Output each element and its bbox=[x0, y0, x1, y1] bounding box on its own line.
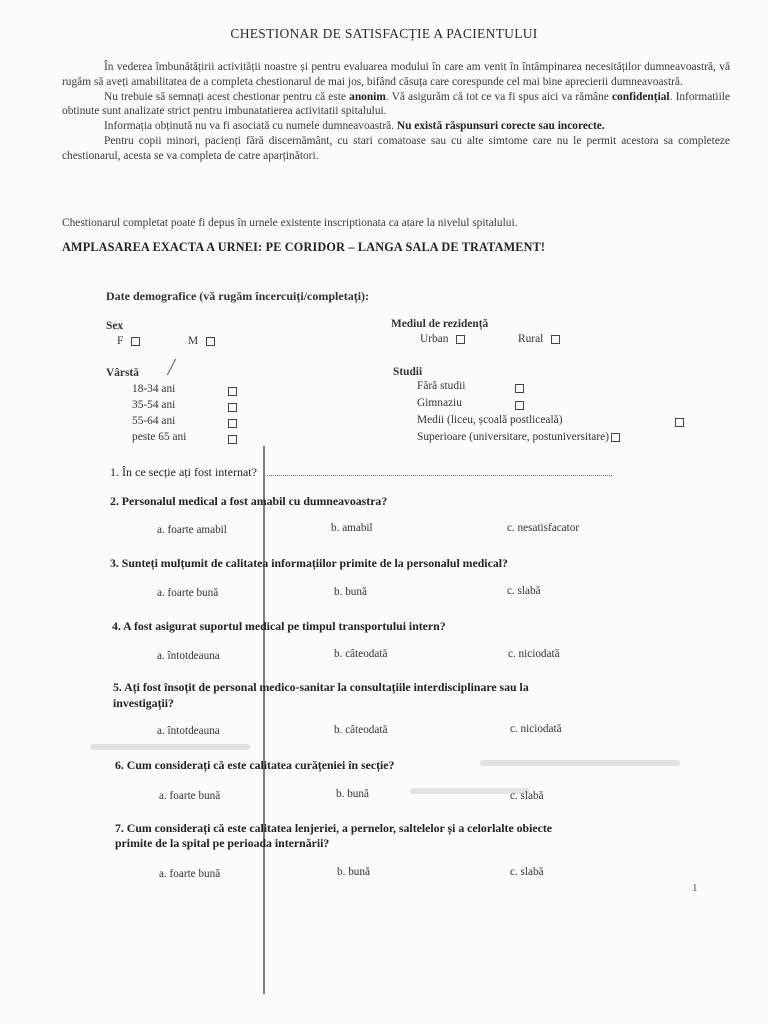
studies-option-label: Superioare (universitare, postuniversitare) bbox=[417, 431, 609, 443]
sex-f-checkbox[interactable] bbox=[131, 337, 140, 346]
age-option[interactable] bbox=[132, 399, 237, 411]
question-4: 4. A fost asigurat suportul medical pe timpul transportului intern? bbox=[112, 619, 446, 633]
age-option-label: 35-54 ani bbox=[132, 399, 176, 411]
question-1 bbox=[110, 463, 612, 481]
answer-option-a[interactable]: a. foarte bună bbox=[159, 868, 221, 880]
answer-option-a[interactable]: a. foarte bună bbox=[157, 587, 219, 599]
answer-option-b[interactable]: b. câteodată bbox=[334, 724, 388, 736]
sex-f-label: F bbox=[117, 335, 124, 347]
anonim-bold: anonim bbox=[349, 90, 386, 103]
page-number: 1 bbox=[692, 882, 698, 894]
age-checkbox[interactable] bbox=[228, 403, 237, 412]
question-3: 3. Sunteți mulțumit de calitatea informațiilor primite de la personalul medical? bbox=[110, 556, 508, 570]
studies-option[interactable] bbox=[417, 414, 563, 426]
sex-label: Sex bbox=[106, 320, 124, 332]
answer-option-c[interactable]: c. nesatisfacator bbox=[507, 522, 580, 534]
answer-option-c[interactable]: c. slabă bbox=[510, 866, 544, 878]
studies-option-label: Medii (liceu, școală postliceală) bbox=[417, 414, 563, 426]
age-option-label: peste 65 ani bbox=[132, 431, 187, 443]
age-option-label: 18-34 ani bbox=[132, 383, 176, 395]
answer-option-c[interactable]: c. niciodată bbox=[510, 723, 562, 735]
studies-option-label: Gimnaziu bbox=[417, 397, 462, 409]
sex-m-label: M bbox=[188, 335, 199, 347]
age-option-label: 55-64 ani bbox=[132, 415, 176, 427]
page-title: CHESTIONAR DE SATISFACȚIE A PACIENTULUI bbox=[230, 26, 538, 41]
question-7-line-2: primite de la spital pe perioada internării? bbox=[115, 836, 330, 850]
answer-option-c[interactable]: c. slabă bbox=[507, 585, 541, 597]
question-5-line-1: 5. Ați fost însoțit de personal medico-sanitar la consultațiile interdisciplinare sau la bbox=[113, 680, 529, 694]
answer-option-a[interactable]: a. întotdeauna bbox=[157, 650, 220, 662]
studies-label: Studii bbox=[393, 366, 423, 378]
sex-option-f[interactable] bbox=[117, 335, 140, 347]
intro-p2-text-2: . Vă asigurăm că tot ce va fi spus aici va rămâne bbox=[385, 90, 612, 103]
sex-option-m[interactable] bbox=[188, 335, 215, 347]
pen-stroke bbox=[167, 359, 176, 375]
age-checkbox[interactable] bbox=[228, 387, 237, 396]
answer-option-b[interactable]: b. bună bbox=[337, 866, 370, 878]
age-checkbox[interactable] bbox=[228, 435, 237, 444]
age-checkbox[interactable] bbox=[228, 419, 237, 428]
answer-option-c[interactable]: c. niciodată bbox=[508, 648, 560, 660]
scan-smudge bbox=[480, 760, 680, 766]
answer-option-b[interactable]: b. amabil bbox=[331, 522, 373, 534]
studies-option[interactable] bbox=[417, 431, 620, 443]
question-2: 2. Personalul medical a fost amabil cu dumneavoastra? bbox=[110, 494, 388, 508]
confidential-bold: confidențial bbox=[612, 90, 670, 103]
answer-option-c[interactable]: c. slabă bbox=[510, 790, 544, 802]
studies-checkbox[interactable] bbox=[515, 384, 524, 393]
studies-option[interactable] bbox=[417, 397, 462, 409]
intro-paragraph-2 bbox=[62, 90, 730, 120]
intro-p2-text-3: . Informatiile obtinute sunt analizate strict pentru imbunatatierea activitatii spitalului. bbox=[62, 90, 730, 118]
answer-option-a[interactable]: a. foarte bună bbox=[159, 790, 221, 802]
answer-option-b[interactable]: b. bună bbox=[334, 586, 367, 598]
age-option[interactable] bbox=[132, 383, 237, 395]
urn-instructions: Chestionarul completat poate fi depus în urnele existente inscriptionata ca atare la nivelul spitalului. bbox=[62, 217, 518, 229]
age-option[interactable] bbox=[132, 431, 237, 443]
answer-option-a[interactable]: a. foarte amabil bbox=[157, 524, 227, 536]
age-option[interactable] bbox=[132, 415, 237, 427]
urn-location: AMPLASAREA EXACTA A URNEI: PE CORIDOR – LANGA SALA DE TRATAMENT! bbox=[62, 240, 546, 254]
answer-option-b[interactable]: b. bună bbox=[336, 788, 369, 800]
studies-option-label: Fără studii bbox=[417, 380, 466, 392]
question-1-text: 1. În ce secție ați fost internat? bbox=[110, 465, 257, 479]
question-7-line-1: 7. Cum considerați că este calitatea lenjeriei, a pernelor, saltelelor și a celorlalte obiecte bbox=[115, 821, 553, 835]
intro-paragraph-3 bbox=[62, 119, 730, 134]
intro-p3-text: Informația obținută nu va fi asociată cu numele dumneavoastră. bbox=[104, 120, 397, 133]
question-5-line-2: investigații? bbox=[113, 696, 174, 710]
no-correct-answers-bold: Nu există răspunsuri corecte sau incorecte. bbox=[396, 120, 605, 133]
intro-paragraph-1: În vederea îmbunătățirii activității noastre și pentru evaluarea modului în care am venit în întâmpinarea necesităților dumneavoastră, vă rugăm să aveți amabilitatea de a completa chestionarul de mai jos, bifând căsuța care corespunde cel mai bine aprecierii dumneavoastră. bbox=[62, 61, 730, 88]
studies-checkbox[interactable] bbox=[611, 433, 620, 442]
intro-paragraph-4: Pentru copii minori, pacienți fără discernământ, cu stari comatoase sau cu alte simtome care nu le permit acestora sa completeze chestionarul, acesta se va completa de catre aparținători. bbox=[62, 134, 730, 162]
residence-option-urban[interactable] bbox=[420, 333, 465, 345]
answer-option-a[interactable]: a. întotdeauna bbox=[157, 725, 220, 737]
intro-text bbox=[62, 60, 730, 164]
answer-option-b[interactable]: b. câteodată bbox=[334, 648, 388, 660]
studies-checkbox[interactable] bbox=[515, 401, 524, 410]
rural-label: Rural bbox=[518, 333, 544, 345]
studies-checkbox[interactable] bbox=[675, 418, 684, 427]
studies-option[interactable] bbox=[417, 380, 465, 392]
residence-label: Mediul de rezidență bbox=[391, 318, 489, 330]
scan-smudge bbox=[90, 744, 250, 750]
urban-label: Urban bbox=[420, 333, 449, 345]
demographics-heading: Date demografice (vă rugăm încercuiți/completați): bbox=[106, 289, 370, 303]
question-6: 6. Cum considerați că este calitatea curățeniei în secție? bbox=[115, 758, 395, 772]
age-label: Vârstă bbox=[106, 367, 139, 379]
ward-fill-line[interactable] bbox=[267, 475, 612, 476]
urban-checkbox[interactable] bbox=[456, 335, 465, 344]
rural-checkbox[interactable] bbox=[551, 335, 560, 344]
sex-m-checkbox[interactable] bbox=[206, 337, 215, 346]
residence-option-rural[interactable] bbox=[518, 333, 560, 345]
intro-p2-text: Nu trebuie să semnați acest chestionar pentru că este bbox=[104, 90, 350, 103]
scan-line bbox=[263, 446, 265, 994]
